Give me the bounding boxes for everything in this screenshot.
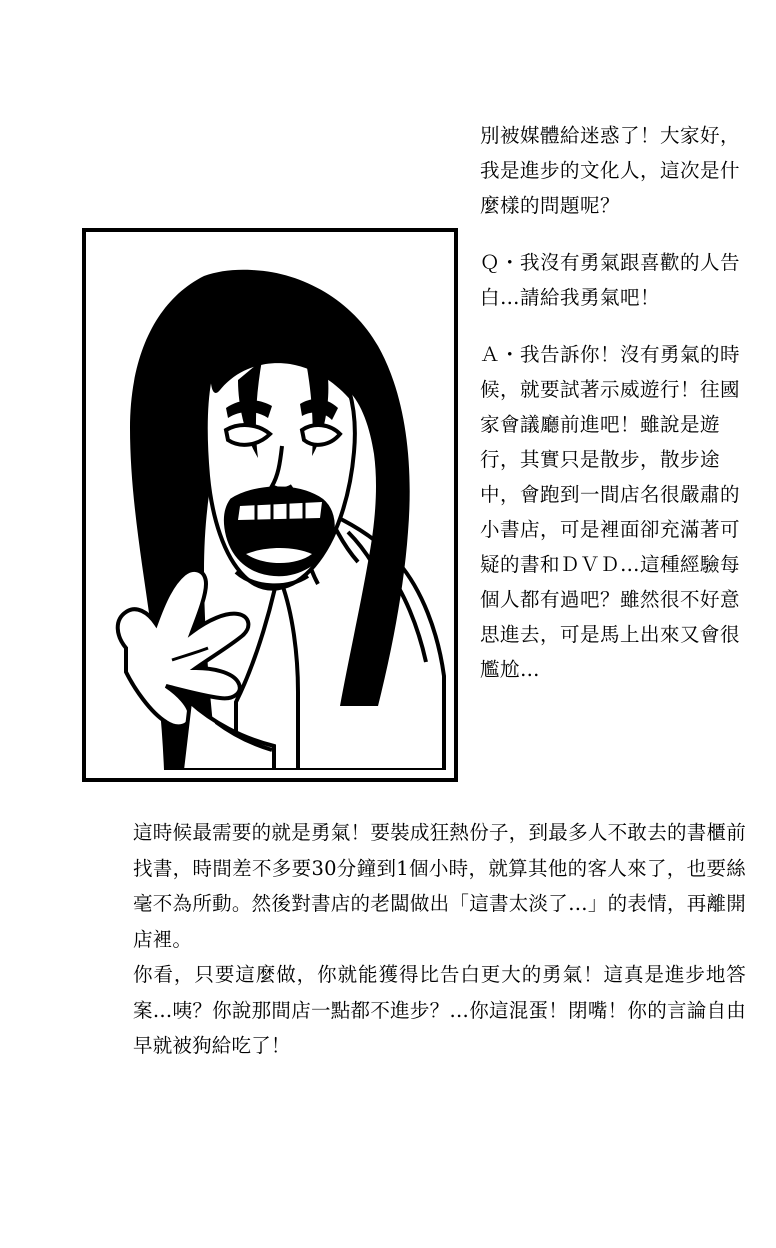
manga-panel — [82, 228, 458, 782]
side-paragraph-intro: 別被媒體給迷惑了！大家好，我是進步的文化人，這次是什麼樣的問題呢？ — [480, 124, 741, 217]
body-paragraph-1: 這時候最需要的就是勇氣！要裝成狂熱份子，到最多人不敢去的書櫃前找書，時間差不多要30分鐘到1個小時，就算其他的客人來了，也要絲毫不為所動。然後對書店的老闆做出「這書太淡了…」的表情，再離開店裡。 — [133, 821, 746, 951]
side-paragraph-question: Ｑ・我沒有勇氣跟喜歡的人告白…請給我勇氣吧！ — [480, 251, 741, 309]
body-column-text — [133, 815, 746, 1064]
side-column-text — [480, 118, 742, 687]
side-paragraph-answer: Ａ・我告訴你！沒有勇氣的時候，就要試著示威遊行！往國家會議廳前進吧！雖說是遊行，其實只是散步，散步途中，會跑到一間店名很嚴肅的小書店，可是裡面卻充滿著可疑的書和ＤＶＤ…這種經驗每個人都有過吧？雖然很不好意思進去，可是馬上出來又會很尷尬… — [480, 343, 741, 681]
body-paragraph-2: 你看，只要這麼做，你就能獲得比告白更大的勇氣！這真是進步地答案…咦？你說那間店一點都不進步？…你這混蛋！閉嘴！你的言論自由早就被狗給吃了！ — [133, 963, 746, 1057]
screaming-woman-illustration — [86, 232, 446, 770]
